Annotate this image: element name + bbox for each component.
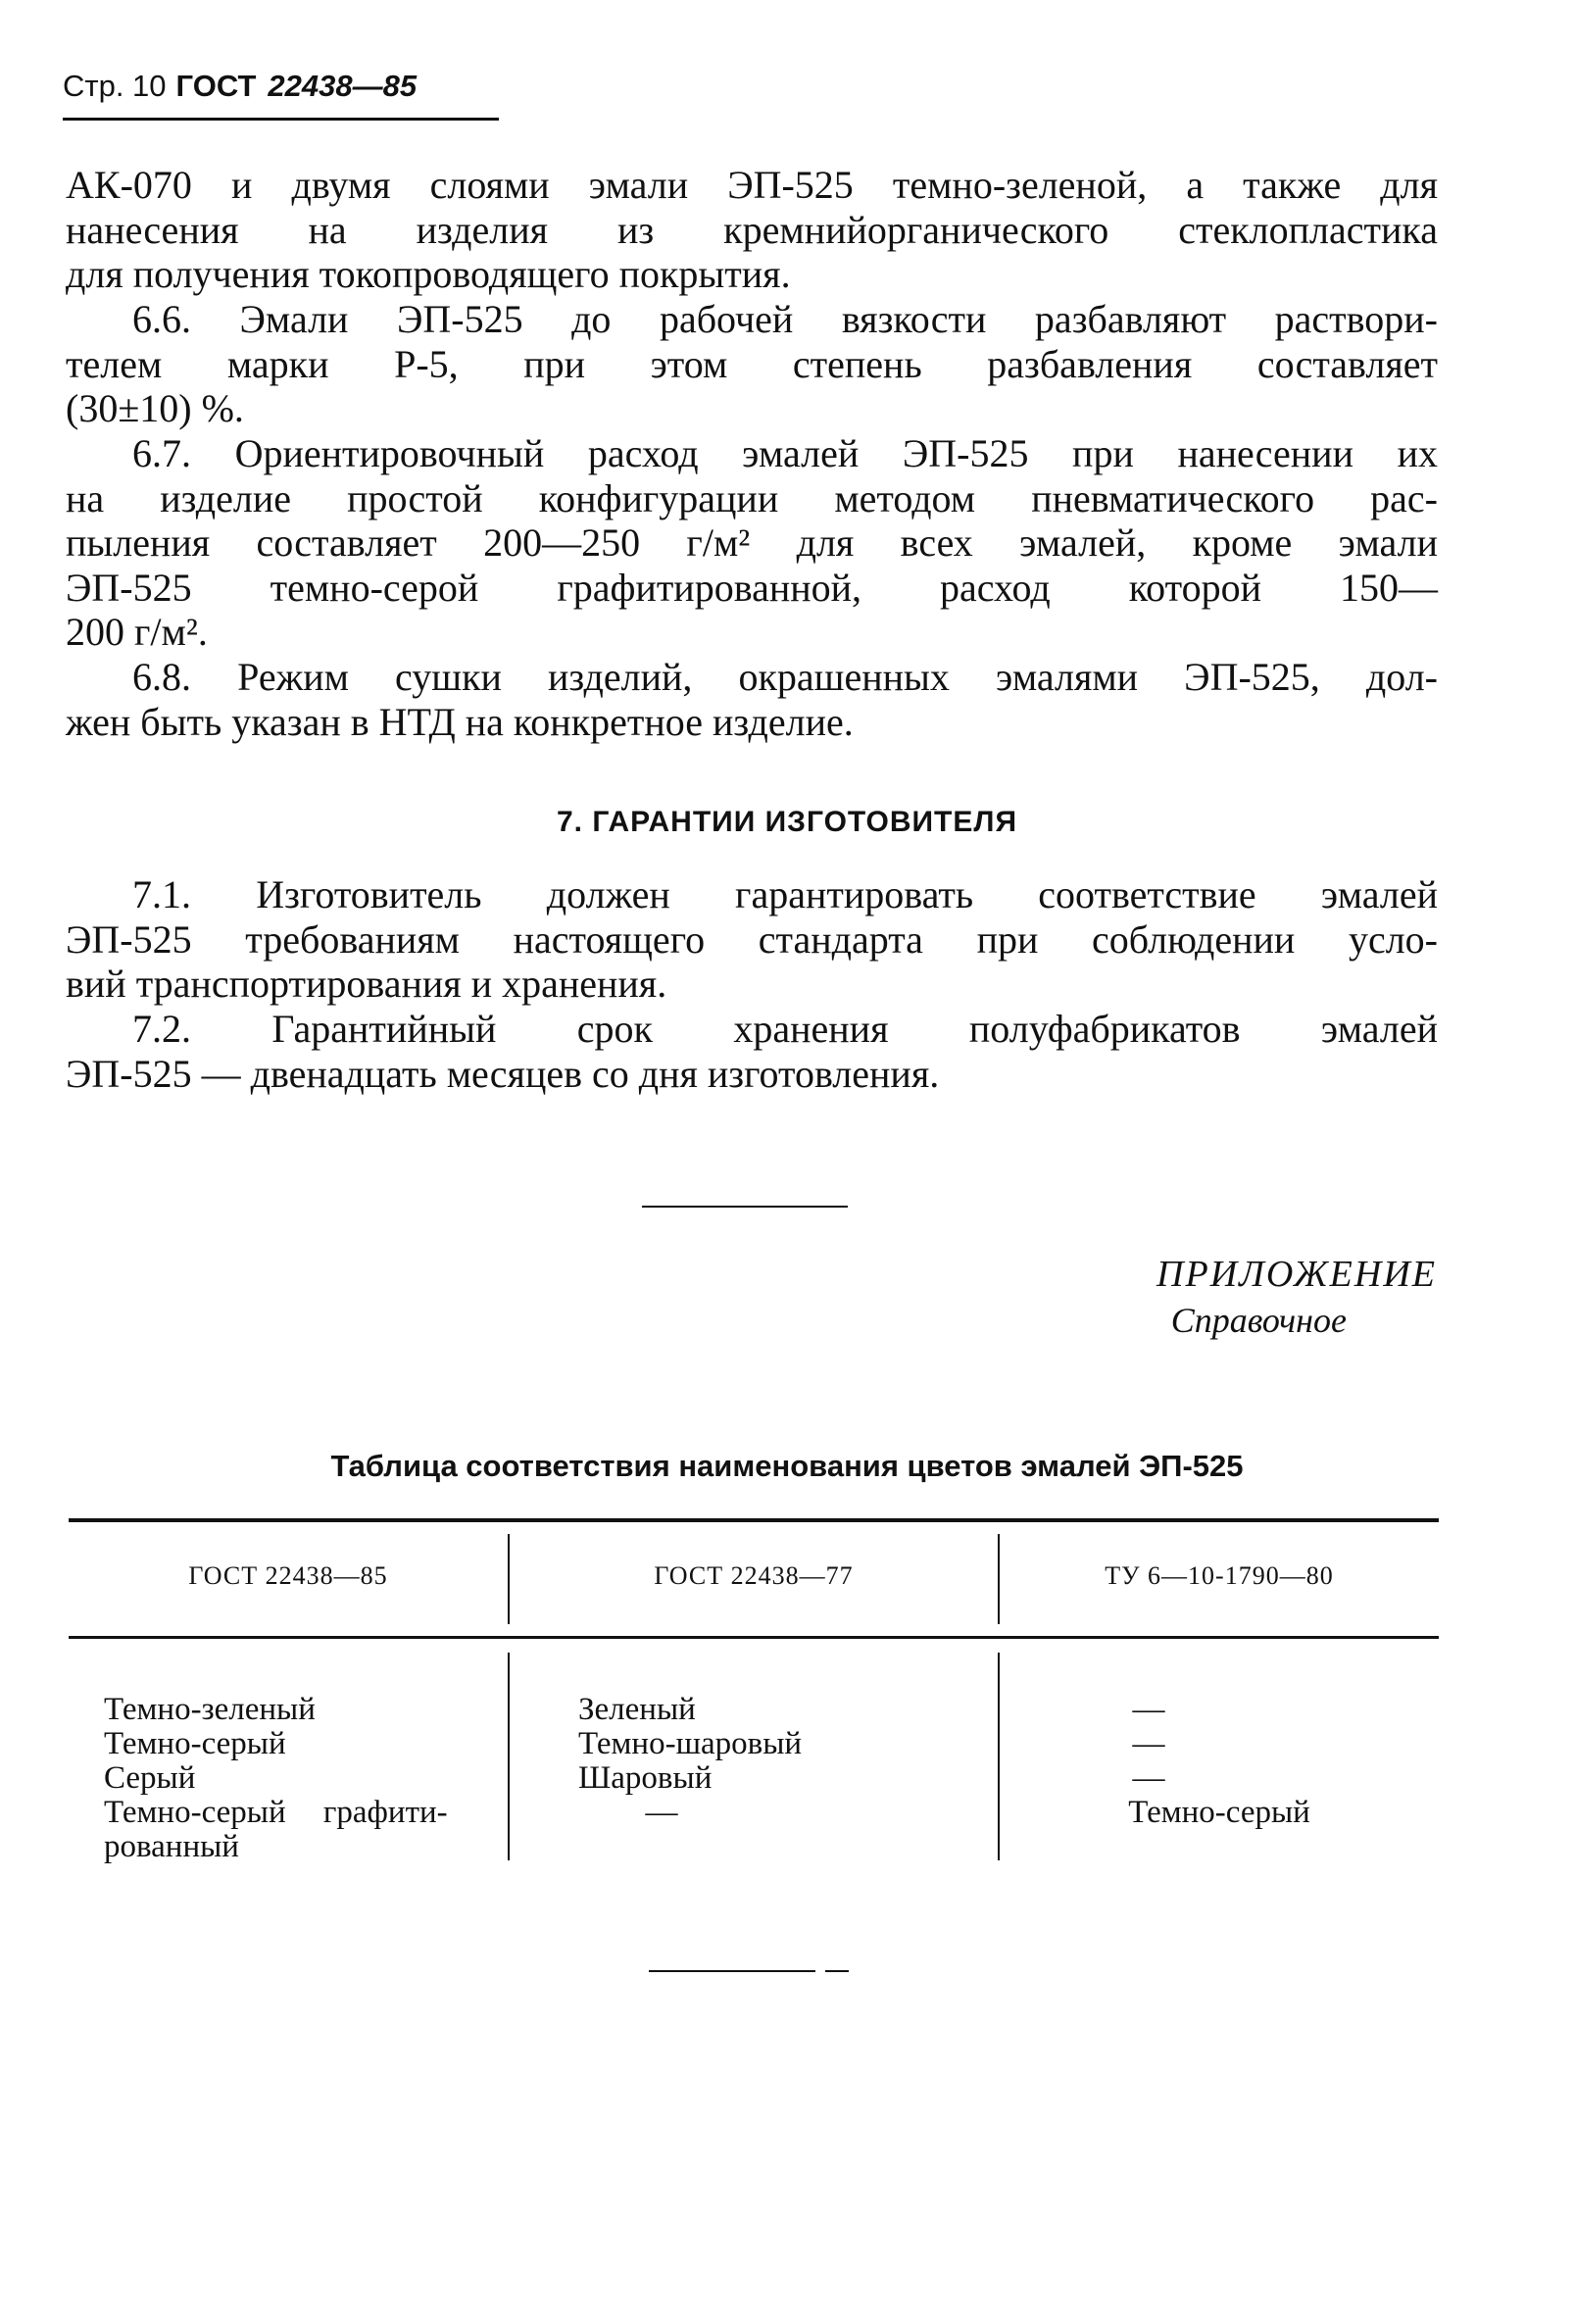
table-dash: — xyxy=(645,1795,678,1830)
text-line: АК-070 и двумя слоями эмали ЭП-525 темно-зеленой, а также для xyxy=(66,163,1438,207)
text-line: для получения токопроводящего покрытия. xyxy=(66,252,791,296)
page-label: Стр. 10 xyxy=(63,69,167,103)
table-dash: — xyxy=(1132,1692,1165,1727)
text-line: вий транспортирования и хранения. xyxy=(66,962,667,1006)
table-cell-line: Темно-серый графити- xyxy=(104,1795,448,1830)
header-rule xyxy=(63,118,499,121)
table-caption: Таблица соответствия наименования цветов эмалей ЭП-525 xyxy=(330,1449,1244,1483)
table-dash: — xyxy=(1132,1760,1165,1796)
text-line: 6.6. Эмали ЭП-525 до рабочей вязкости разбавляют раствори- xyxy=(132,297,1438,341)
text-line: ЭП-525 — двенадцать месяцев со дня изготовления. xyxy=(66,1051,940,1096)
table-cell-line: Серый xyxy=(104,1760,196,1796)
standard-number: 22438—85 xyxy=(268,69,418,103)
table-header-cell: ТУ 6—10-1790—80 xyxy=(1105,1561,1334,1590)
text-line: 6.8. Режим сушки изделий, окрашенных эмалями ЭП-525, дол- xyxy=(132,655,1438,699)
table-column-divider xyxy=(508,1653,510,1860)
table-cell-col2 xyxy=(578,1693,990,1796)
table-cell-line: рованный xyxy=(104,1829,239,1864)
text-line: телем марки Р-5, при этом степень разбавления составляет xyxy=(66,341,1438,386)
standard-label: ГОСТ xyxy=(175,69,257,103)
table-cell-line: Темно-серый xyxy=(104,1726,286,1761)
separator-line xyxy=(649,1970,815,1972)
separator-line xyxy=(642,1206,848,1208)
table-cell-col3: Темно-серый xyxy=(1128,1795,1310,1830)
text-line: ЭП-525 требованиям настоящего стандарта при соблюдении усло- xyxy=(66,916,1438,962)
text-line: 6.7. Ориентировочный расход эмалей ЭП-525 при нанесении их xyxy=(132,431,1438,475)
text-line: жен быть указан в НТД на конкретное изделие. xyxy=(66,699,854,744)
paragraph-7-2 xyxy=(66,1007,1438,1096)
text-line: 7.1. Изготовитель должен гарантировать соответствие эмалей xyxy=(132,872,1438,916)
text-line: пыления составляет 200—250 г/м² для всех эмалей, кроме эмали xyxy=(66,520,1438,565)
table-cell-col1 xyxy=(104,1693,500,1864)
table-header-cell: ГОСТ 22438—85 xyxy=(188,1561,388,1590)
paragraph-continuation xyxy=(66,163,1438,297)
appendix-title: ПРИЛОЖЕНИЕ xyxy=(1156,1254,1437,1295)
section-title: 7. ГАРАНТИИ ИЗГОТОВИТЕЛЯ xyxy=(556,806,1017,838)
paragraph-6-6 xyxy=(66,297,1438,431)
table-cell-line: Темно-зеленый xyxy=(104,1692,316,1727)
table-cell-line: Темно-шаровый xyxy=(578,1726,803,1761)
table-cell-line: Зеленый xyxy=(578,1692,696,1727)
text-line: 200 г/м². xyxy=(66,610,208,654)
paragraph-6-7 xyxy=(66,431,1438,655)
appendix-subtitle: Справочное xyxy=(1170,1301,1347,1340)
separator-line xyxy=(825,1970,849,1972)
text-line: (30±10) %. xyxy=(66,386,244,430)
table-cell-line: Шаровый xyxy=(578,1760,713,1796)
paragraph-6-8 xyxy=(66,655,1438,744)
running-header xyxy=(63,69,417,104)
table-header-cell: ГОСТ 22438—77 xyxy=(654,1561,854,1590)
text-line: 7.2. Гарантийный срок хранения полуфабрикатов эмалей xyxy=(132,1007,1438,1051)
text-line: ЭП-525 темно-серой графитированной, расход которой 150— xyxy=(66,565,1438,610)
table-top-rule xyxy=(69,1518,1439,1522)
table-dash: — xyxy=(1132,1726,1165,1761)
text-line: на изделие простой конфигурации методом пневматического рас- xyxy=(66,475,1438,520)
table-header-rule xyxy=(69,1636,1439,1639)
paragraph-7-1 xyxy=(66,872,1438,1007)
text-line: нанесения на изделия из кремнийорганического стеклопластика xyxy=(66,207,1438,252)
